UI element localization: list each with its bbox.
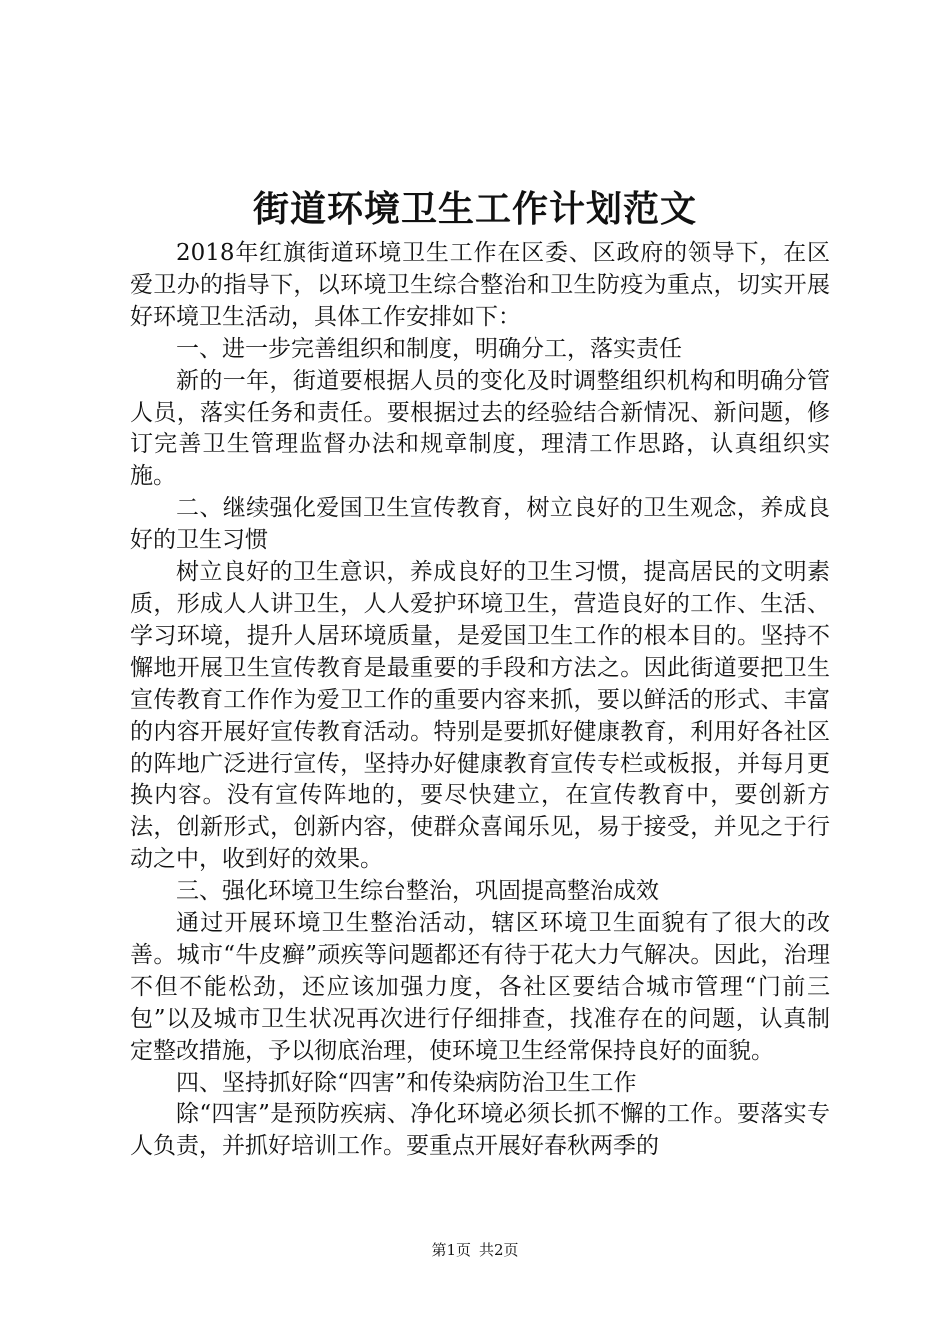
section-heading-1: 一、进一步完善组织和制度，明确分工，落实责任 [176,335,682,362]
section-heading-4: 四、坚持抓好除“四害”和传染病防治卫生工作 [176,1069,637,1096]
section-heading-2: 二、继续强化爱国卫生宣传教育，树立良好的卫生观念，养成良好的卫生习惯 [130,495,830,554]
page-footer [0,1240,950,1260]
paragraph-section-1: 新的一年，街道要根据人员的变化及时调整组织机构和明确分管人员，落实任务和责任。要根据过去的经验结合新情况、新问题，修订完善卫生管理监督办法和规章制度，理清工作思路，认真组织实施。 [130,367,830,490]
document-title: 街道环境卫生工作计划范文 [252,188,697,230]
paragraph-section-2: 树立良好的卫生意识，养成良好的卫生习惯，提高居民的文明素质，形成人人讲卫生，人人爱护环境卫生，营造良好的工作、生活、学习环境，提升人居环境质量，是爱国卫生工作的根本目的。坚持不懈地开展卫生宣传教育是最重要的手段和方法之。因此街道要把卫生宣传教育工作作为爱卫工作的重要内容来抓，要以鲜活的形式、丰富的内容开展好宣传教育活动。特别是要抓好健康教育，利用好各社区的阵地广泛进行宣传，坚持办好健康教育宣传专栏或板报，并每月更换内容。没有宣传阵地的，要尽快建立，在宣传教育中，要创新方法，创新形式，创新内容，使群众喜闻乐见，易于接受，并见之于行动之中，收到好的效果。 [130,559,830,873]
document-body [130,238,830,1163]
page-total: 共2页 [479,1241,519,1259]
section-heading-3: 三、强化环境卫生综台整治，巩固提高整治成效 [176,878,659,905]
page-number: 第1页 [431,1241,471,1259]
paragraph-section-3: 通过开展环境卫生整治活动，辖区环境卫生面貌有了很大的改善。城市“牛皮癣”顽疾等问题都还有待于花大力气解决。因此，治理不但不能松劲，还应该加强力度，各社区要结合城市管理“门前三包”以及城市卫生状况再次进行仔细排查，找准存在的问题，认真制定整改措施，予以彻底治理，使环境卫生经常保持良好的面貌。 [130,910,830,1064]
paragraph-section-4: 除“四害”是预防疾病、净化环境必须长抓不懈的工作。要落实专人负责，并抓好培训工作。要重点开展好春秋两季的 [130,1101,830,1160]
paragraph-intro: 2018年红旗街道环境卫生工作在区委、区政府的领导下，在区爱卫办的指导下，以环境卫生综合整治和卫生防疫为重点，切实开展好环境卫生活动，具体工作安排如下： [130,240,830,330]
